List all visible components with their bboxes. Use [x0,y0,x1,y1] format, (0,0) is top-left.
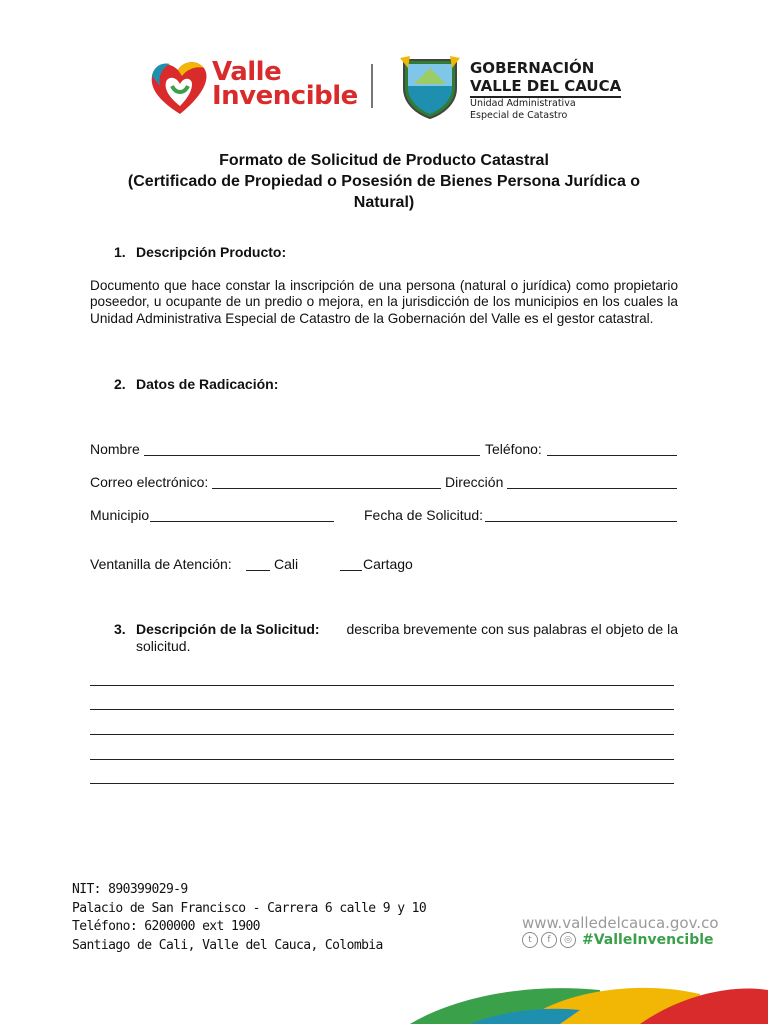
cartago-option-label: Cartago [363,556,413,572]
brand-line-2: Invencible [212,81,358,111]
description-line-1[interactable] [90,685,674,686]
brand-line-1: Valle [212,57,282,87]
section-1-title: Descripción Producto: [136,244,287,260]
brand-wordmark [212,57,358,111]
gov-subtitle: VALLE DEL CAUCA [470,78,621,98]
description-line-5[interactable] [90,783,674,784]
section-3-title: Descripción de la Solicitud: [136,621,320,637]
cartago-check-line[interactable] [340,570,362,571]
title-line-3: Natural) [353,194,415,211]
gov-unit-line-1: Unidad Administrativa [470,98,576,109]
municipio-input-line[interactable] [150,521,334,522]
nombre-label: Nombre [90,441,140,457]
header-divider [371,64,373,108]
section-3-instruction-cont: solicitud. [136,638,191,654]
cali-check-line[interactable] [246,570,270,571]
correo-label: Correo electrónico: [90,474,209,490]
instagram-icon[interactable]: ◎ [560,932,576,948]
direccion-label: Dirección [445,474,504,490]
facebook-icon[interactable]: f [541,932,557,948]
fecha-input-line[interactable] [485,521,677,522]
gov-unit-line-2: Especial de Catastro [470,110,568,121]
coat-of-arms-icon [396,54,464,122]
correo-input-line[interactable] [212,488,441,489]
footer-address: Palacio de San Francisco - Carrera 6 calle 9 y 10 [72,900,427,916]
title-line-2: (Certificado de Propiedad o Posesión de Bienes Persona Jurídica o [127,173,641,190]
section-2-heading [114,376,278,393]
description-line-2[interactable] [90,709,674,710]
cali-option-label: Cali [274,556,299,572]
telefono-input-line[interactable] [547,455,677,456]
telefono-label: Teléfono: [485,441,542,457]
footer-hashtag: #ValleInvencible [582,932,714,948]
section-1-number: 1. [114,244,126,260]
twitter-icon[interactable]: t [522,932,538,948]
coat-of-arms-logo [396,54,464,122]
description-line-4[interactable] [90,759,674,760]
footer-nit: NIT: 890399029-9 [72,882,188,897]
section-1-heading [114,244,286,261]
gov-title: GOBERNACIÓN [470,59,595,77]
footer-city: Santiago de Cali, Valle del Cauca, Colombia [72,937,383,953]
ventanilla-label: Ventanilla de Atención: [90,556,232,572]
description-line-3[interactable] [90,734,674,735]
heart-logo-icon [148,56,212,120]
footer-contact [72,881,426,955]
direccion-input-line[interactable] [507,488,677,489]
nombre-input-line[interactable] [144,455,480,456]
document-title [90,150,678,213]
municipio-label: Municipio [90,507,150,523]
section-3-instruction: describa brevemente con sus palabras el objeto de la [346,621,678,637]
footer-social [522,932,714,948]
fecha-label: Fecha de Solicitud: [364,507,484,523]
section-2-title: Datos de Radicación: [136,376,279,392]
gobernacion-block [470,60,621,122]
section-2-number: 2. [114,376,126,392]
section-3-heading [114,621,678,638]
footer-phone: Teléfono: 6200000 ext 1900 [72,919,260,934]
footer-color-wave [0,960,768,1024]
section-1-body: Documento que hace constar la inscripción de una persona (natural o jurídica) como propietario poseedor, u ocupante de un predio o mejora, en la jurisdicción de los municipios en los cuales la Unidad Administrativa Especial de Catastro de la Gobernación del Valle es el gestor catastral. [90,278,678,326]
section-3-number: 3. [114,621,126,637]
footer-website[interactable]: www.valledelcauca.gov.co [522,914,719,932]
title-line-1: Formato de Solicitud de Producto Catastral [219,152,549,169]
